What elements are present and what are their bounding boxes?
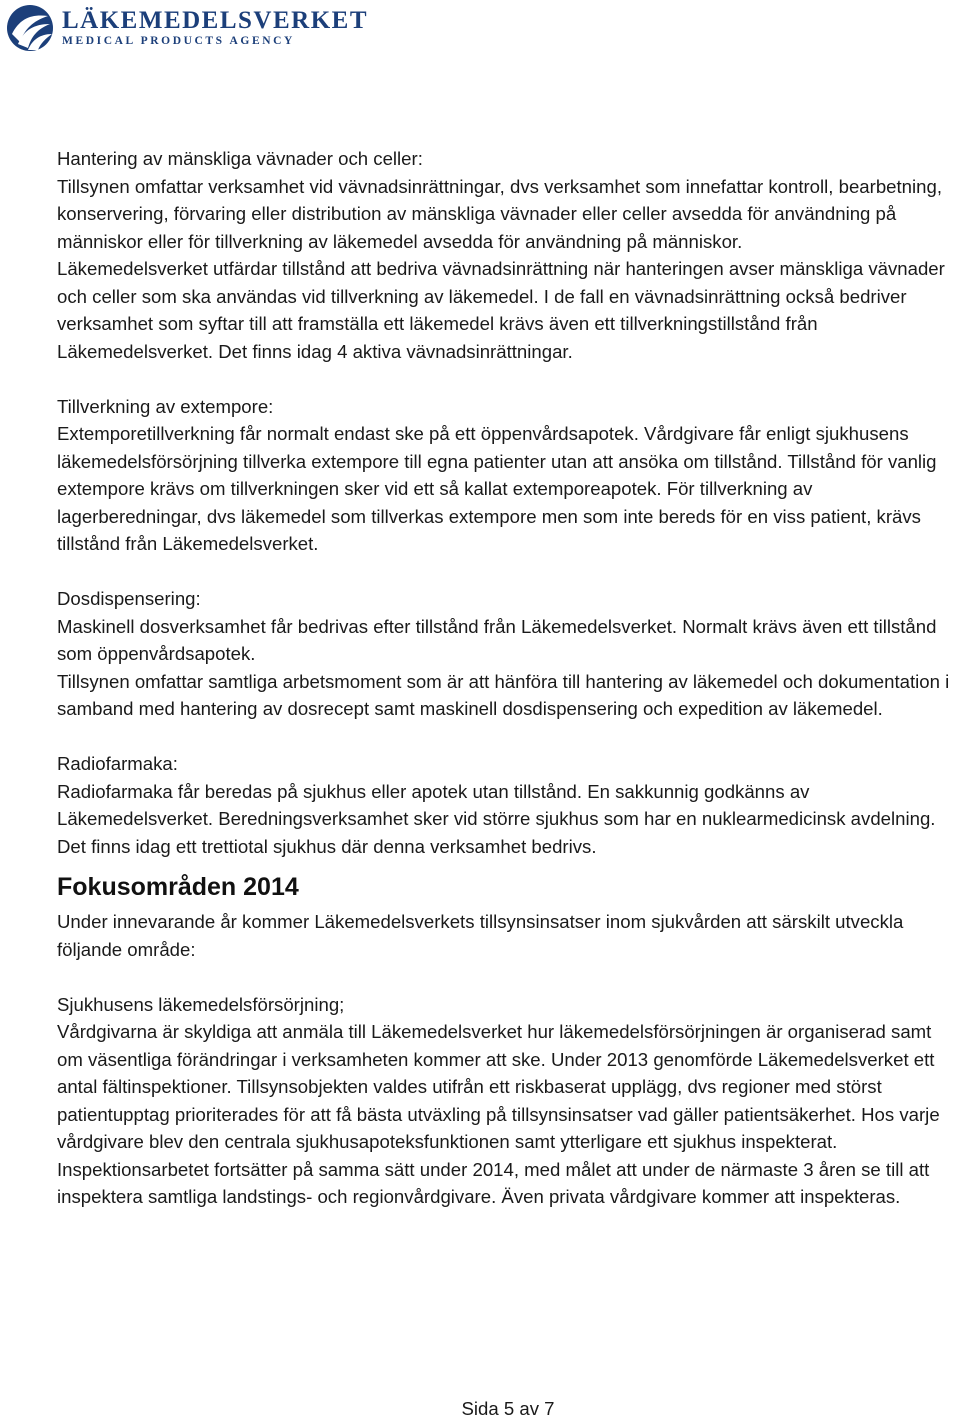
- agency-subtitle: MEDICAL PRODUCTS AGENCY: [62, 35, 295, 47]
- agency-name: LÄKEMEDELSVERKET: [62, 7, 369, 34]
- section-title-extempore: Tillverkning av extempore:: [57, 395, 274, 417]
- agency-logo: [6, 4, 368, 52]
- paragraph-extempore-1: Extemporetillverkning får normalt endast ske på ett öppenvårdsapotek. Vårdgivare får enligt sjukhusens läkemedelsförsörjning tillverka extempore till egna patienter utan att ansöka om tillstånd. Tillstånd för vanlig extempore krävs om tillverkningen sker vid ett så kallat extemporeapotek. För tillverkning av lagerberedningar, dvs läkemedel som tillverkas extempore men som inte bereds för en viss patient, krävs tillstånd från Läkemedelsverket.: [57, 423, 937, 554]
- paragraph-tissue-1: Tillsynen omfattar verksamhet vid vävnadsinrättningar, dvs verksamhet som innefattar kontroll, bearbetning, konservering, förvaring eller distribution av mänskliga vävnader eller celler avsedda för användning på människor eller för tillverkning av läkemedel avsedda för användning på människor.: [57, 175, 943, 252]
- paragraph-tissue-2: Läkemedelsverket utfärdar tillstånd att bedriva vävnadsinrättning när hanteringen avser mänskliga vävnader och celler som ska användas vid tillverkning av läkemedel. I de fall en vävnadsinrättning också bedriver verksamhet som syftar till att framställa ett läkemedel krävs även ett tillverkningstillstånd från Läkemedelsverket. Det finns idag 4 aktiva vävnadsinrättningar.: [57, 258, 945, 362]
- paragraph-dose-1: Maskinell dosverksamhet får bedrivas efter tillstånd från Läkemedelsverket. Normalt krävs även ett tillstånd som öppenvårdsapotek.: [57, 615, 937, 664]
- section-title-hospital: Sjukhusens läkemedelsförsörjning;: [57, 993, 345, 1015]
- page-number: Sida 5 av 7: [461, 1398, 555, 1419]
- section-title-dose: Dosdispensering:: [57, 588, 201, 609]
- paragraph-focus-1: Under innevarande år kommer Läkemedelsverkets tillsynsinsatser inom sjukvården att särskilt utveckla följande område:: [57, 911, 904, 960]
- paragraph-dose-2: Tillsynen omfattar samtliga arbetsmoment som är att hänföra till hantering av läkemedel och dokumentation i samband med hantering av dosrecept samt maskinell dosdispensering och expedition av läkemedel.: [57, 670, 950, 719]
- section-title-radio: Radiofarmaka:: [57, 753, 178, 774]
- document-body: [57, 145, 957, 1211]
- heading-focus: Fokusområden 2014: [57, 873, 299, 901]
- section-title-tissue: Hantering av mänskliga vävnader och celler:: [57, 148, 423, 169]
- agency-logo-icon: [6, 4, 54, 52]
- paragraph-hospital-1: Vårdgivarna är skyldiga att anmäla till Läkemedelsverket hur läkemedelsförsörjningen är organiserad samt om väsentliga förändringar i verksamheten kommer att ske. Under 2013 genomförde Läkemedelsverket ett antal fältinspektioner. Tillsynsobjekten valdes utifrån ett riskbaserat upplägg, dvs regioner med störst patientupptag prioriterades för att få bästa utväxling på tillsynsinsatser vad gäller patientsäkerhet. Hos varje vårdgivare blev den centrala sjukhusapoteksfunktionen samt ytterligare ett sjukhus inspekterat. Inspektionsarbetet fortsätter på samma sätt under 2014, med målet att under de närmaste 3 åren se till att inspektera samtliga landstings- och regionvårdgivare. Även privata vårdgivare kommer att inspekteras.: [57, 1021, 940, 1207]
- paragraph-radio-1: Radiofarmaka får beredas på sjukhus eller apotek utan tillstånd. En sakkunnig godkänns av Läkemedelsverket. Beredningsverksamhet sker vid större sjukhus som har en nuklearmedicinsk avdelning. Det finns idag ett trettiotal sjukhus där denna verksamhet bedrivs.: [57, 780, 936, 857]
